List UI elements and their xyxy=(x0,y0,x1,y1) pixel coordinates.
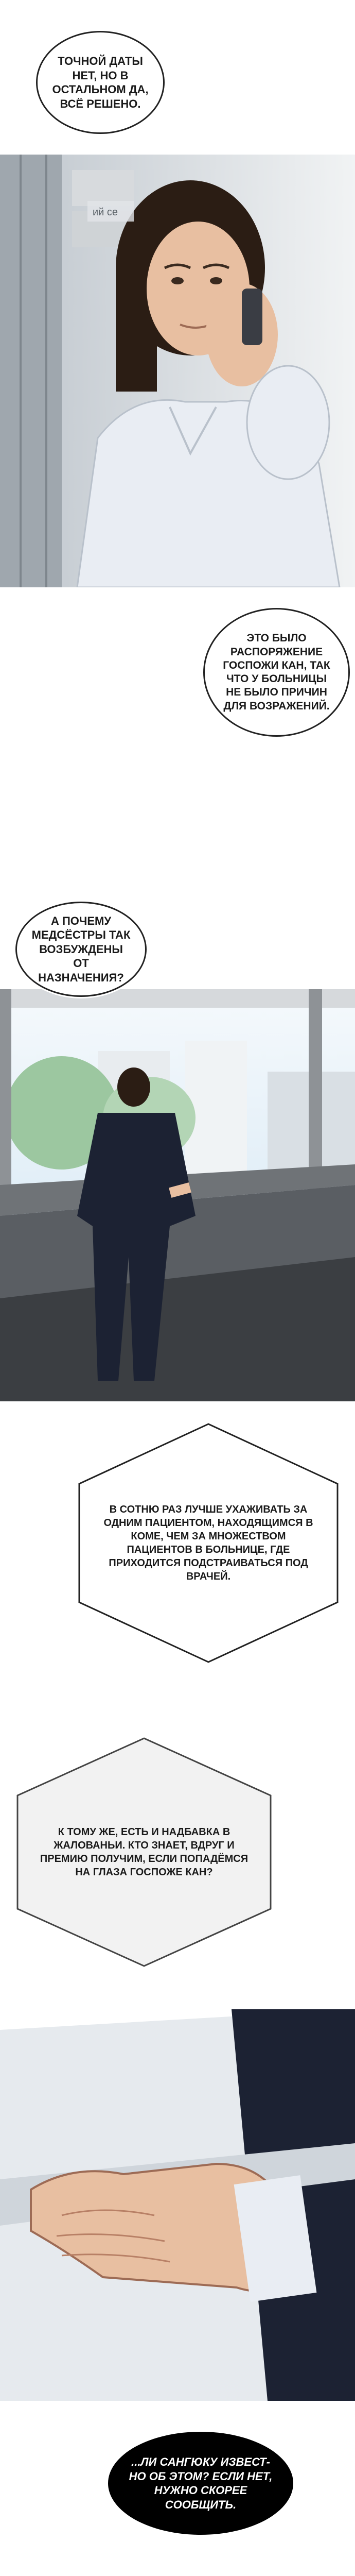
dialogue-text-6: ...ЛИ САНГЮКУ ИЗВЕСТ-НО ОБ ЭТОМ? ЕСЛИ НЕТ, НУЖНО СКОРЕЕ СООБЩИТЬ. xyxy=(129,2455,273,2511)
speech-bubble-3 xyxy=(15,902,147,997)
dialogue-text-3: А ПОЧЕМУ МЕДСЁСТРЫ ТАК ВОЗБУЖДЕНЫ ОТ НАЗНАЧЕНИЯ? xyxy=(31,914,131,984)
hand-illustration xyxy=(0,2009,355,2401)
panel-woman-phone xyxy=(0,0,355,587)
panel-man-window xyxy=(0,896,355,1401)
panel-hand xyxy=(0,2009,355,2401)
caption-text-4: В СОТНЮ РАЗ ЛУЧШЕ УХАЖИВАТЬ ЗА ОДНИМ ПАЦИЕНТОМ, НАХОДЯЩИМСЯ В КОМЕ, ЧЕМ ЗА МНОЖЕСТВОМ ПАЦИЕНТОВ В БОЛЬНИЦЕ, ГДЕ ПРИХОДИТСЯ ПОДСТРАИВАТЬСЯ ПОД ВРАЧЕЙ. xyxy=(103,1504,313,1582)
sign-text: ий се xyxy=(93,207,118,218)
panel-bubble-7 xyxy=(0,2401,355,2576)
dialogue-text-1: ТОЧНОЙ ДАТЫ НЕТ, НО В ОСТАЛЬНОМ ДА, ВСЁ РЕШЕНО. xyxy=(52,55,149,110)
panel-caption-4 xyxy=(0,1401,355,1721)
speech-bubble-1 xyxy=(36,31,165,134)
caption-text-5: К ТОМУ ЖЕ, ЕСТЬ И НАДБАВКА В ЖАЛОВАНЬИ. КТО ЗНАЕТ, ВДРУГ И ПРЕМИЮ ПОЛУЧИМ, ЕСЛИ ПОПАДЁМСЯ НА ГЛАЗА ГОСПОЖЕ КАН? xyxy=(40,1826,248,1878)
hexagon-caption-1 xyxy=(77,1422,340,1664)
dialogue-text-2: ЭТО БЫЛО РАСПОРЯЖЕНИЕ ГОСПОЖИ КАН, ТАК ЧТО У БОЛЬНИЦЫ НЕ БЫЛО ПРИЧИН ДЛЯ ВОЗРАЖЕНИЙ. xyxy=(223,632,330,712)
panel-bubble-2 xyxy=(0,587,355,896)
speech-bubble-2 xyxy=(203,608,350,737)
panel-caption-5 xyxy=(0,1721,355,2009)
hexagon-caption-2 xyxy=(15,1736,273,1968)
speech-bubble-black xyxy=(108,2432,293,2535)
